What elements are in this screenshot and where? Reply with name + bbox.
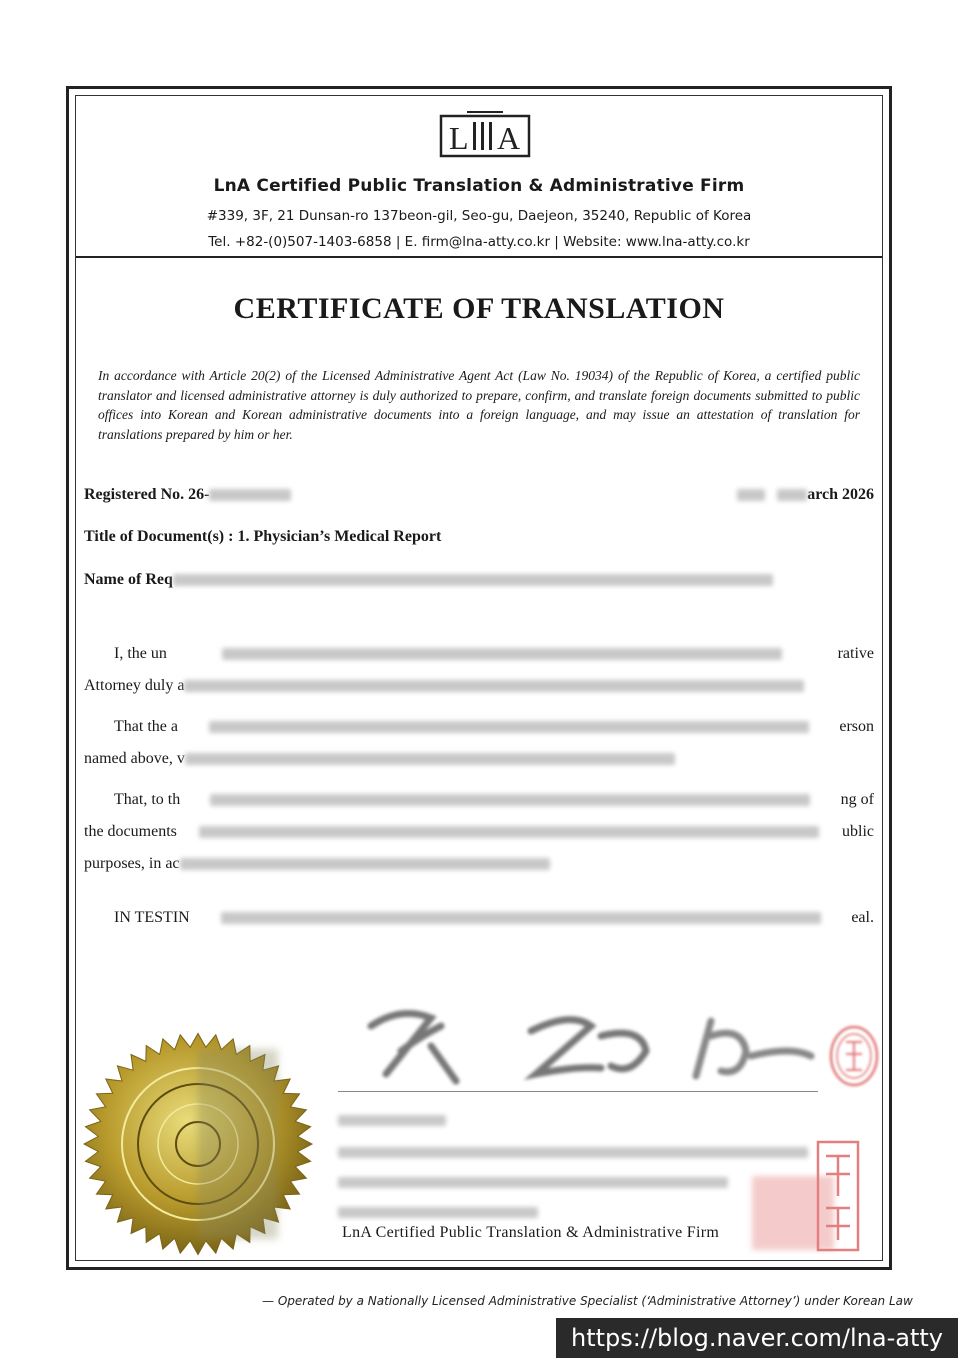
redacted-text xyxy=(338,1147,808,1158)
handwritten-signature xyxy=(361,996,821,1091)
redacted-text xyxy=(777,489,807,501)
firm-logo xyxy=(439,110,531,158)
firm-sign-line: LnA Certified Public Translation & Administrative Firm xyxy=(342,1224,720,1241)
redacted-text xyxy=(173,574,773,586)
redacted-text xyxy=(210,794,810,806)
paragraph-3 xyxy=(84,784,874,880)
gold-foil-seal xyxy=(78,1029,318,1259)
paragraph-1-end: rative xyxy=(837,645,874,662)
redacted-text xyxy=(221,912,821,924)
firm-name: LnA Certified Public Translation & Administrative Firm xyxy=(213,176,745,196)
certificate-inner-frame xyxy=(75,95,883,1261)
red-round-stamp xyxy=(828,1024,880,1088)
issue-date xyxy=(737,486,874,504)
paragraph-2-line2: named above, v xyxy=(84,750,185,767)
redacted-text xyxy=(180,858,550,870)
redacted-text xyxy=(338,1177,728,1188)
redacted-text xyxy=(737,489,765,501)
redacted-text xyxy=(209,489,291,501)
redacted-text xyxy=(209,721,809,733)
redacted-text xyxy=(338,1207,538,1218)
paragraph-3-end: ng of xyxy=(840,791,874,808)
paragraph-3-line3: purposes, in ac xyxy=(84,855,180,872)
paragraph-4 xyxy=(84,902,874,934)
redacted-text xyxy=(184,680,804,692)
redacted-text xyxy=(338,1115,446,1126)
firm-contact: Tel. +82-(0)507-1403-6858 | E. firm@lna-atty.co.kr | Website: www.lna-atty.co.kr xyxy=(208,234,750,250)
certificate-frame xyxy=(66,86,892,1270)
certificate-title: CERTIFICATE OF TRANSLATION xyxy=(233,292,725,325)
redacted-text xyxy=(199,826,819,838)
paragraph-2 xyxy=(84,711,874,775)
paragraph-4-end: eal. xyxy=(851,909,874,926)
requester-label: Name of Req xyxy=(84,571,173,588)
paragraph-3-line2-start: the documents xyxy=(84,823,177,840)
svg-text:L: L xyxy=(449,120,469,156)
registered-label: Registered No. 26- xyxy=(84,486,210,503)
redacted-text xyxy=(185,753,675,765)
redacted-text xyxy=(222,648,782,660)
legal-preamble: In accordance with Article 20(2) of the Licensed Administrative Agent Act (Law No. 19034) of the Republic of Korea, a certified public translator and licensed administrative attorney is duly authorized to prepare, confirm, and translate foreign documents submitted to public offices into Korean and Korean administrative documents into a foreign language, and may issue an attestation of translation for translations prepared by him or her. xyxy=(98,368,860,442)
signature-line xyxy=(338,1091,818,1092)
paragraph-1-start: I, the un xyxy=(114,645,167,662)
paragraph-2-start: That the a xyxy=(114,718,178,735)
registered-number xyxy=(84,486,291,504)
firm-address: #339, 3F, 21 Dunsan-ro 137beon-gil, Seo-gu, Daejeon, 35240, Republic of Korea xyxy=(206,208,752,224)
signatory-details xyxy=(338,1111,808,1221)
footer-note: — Operated by a Nationally Licensed Administrative Specialist (‘Administrative Attorney’) under Korean Law xyxy=(262,1294,913,1308)
letterhead xyxy=(76,96,882,258)
paragraph-3-start: That, to th xyxy=(114,791,181,808)
paragraph-4-start: IN TESTIN xyxy=(114,909,190,926)
paragraph-2-end: erson xyxy=(839,718,874,735)
requester-name xyxy=(84,571,773,589)
svg-text:A: A xyxy=(497,120,521,156)
red-square-stamp xyxy=(746,1136,864,1254)
paragraph-3-line2-end: ublic xyxy=(842,823,874,840)
source-url-watermark: https://blog.naver.com/lna-atty xyxy=(556,1318,958,1358)
document-title: Title of Document(s) : 1. Physician’s Medical Report xyxy=(84,528,442,545)
paragraph-1-line2: Attorney duly a xyxy=(84,677,185,694)
paragraph-1 xyxy=(84,638,874,702)
issue-date-text: arch 2026 xyxy=(807,486,874,503)
